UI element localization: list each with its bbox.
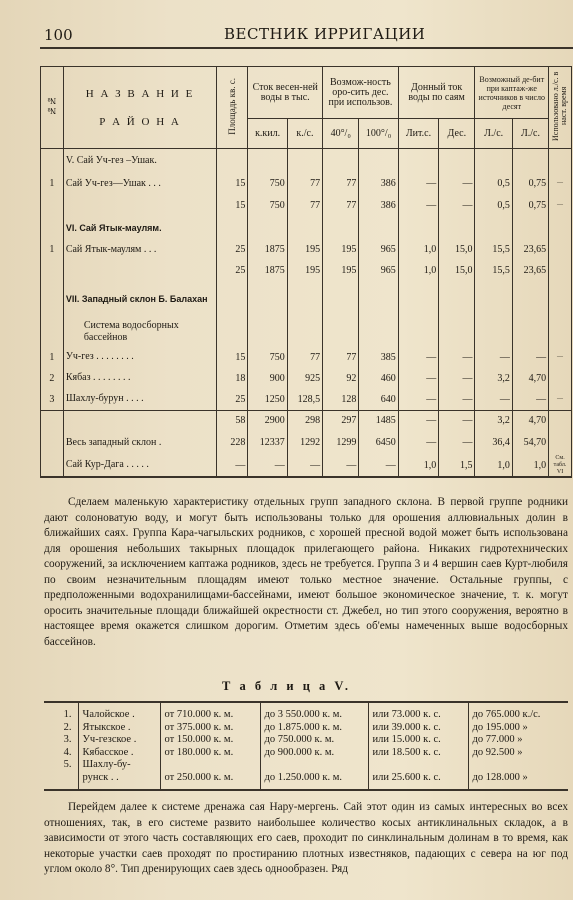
cell-v5: 1,0: [398, 261, 438, 281]
cell-v9: [549, 317, 572, 347]
cell-v8: [512, 317, 548, 347]
cell-area: [217, 317, 248, 347]
table-row: [41, 281, 572, 317]
cell-v9: [549, 217, 572, 239]
cell-v5: [398, 281, 438, 317]
cell-v5: —: [398, 368, 438, 389]
cell-v6: [439, 217, 475, 239]
basin-cell-to: до 128.000 »: [468, 772, 568, 791]
basin-cell-name: Чалойское .: [78, 702, 160, 722]
cell-v9: [549, 281, 572, 317]
basin-row: [44, 702, 568, 722]
cell-v1: 750: [248, 347, 287, 368]
cell-v9: [549, 261, 572, 281]
cell-v4: 965: [359, 239, 398, 261]
cell-v4: [359, 281, 398, 317]
basin-cell-area: от 150.000 к. м.: [160, 734, 260, 747]
cell-num: [41, 217, 64, 239]
cell-v2: [287, 149, 322, 173]
basin-cell-vol: до 3 550.000 к. м.: [260, 702, 368, 722]
cell-v6: —: [439, 368, 475, 389]
basin-row: [44, 747, 568, 760]
cell-v3: 77: [323, 195, 359, 217]
cell-name: Сай Кур-Дага . . . . .: [63, 455, 216, 477]
cell-v3: [323, 317, 359, 347]
cell-num: [41, 195, 64, 217]
cell-area: 18: [217, 368, 248, 389]
cell-area: 15: [217, 195, 248, 217]
cell-name: [63, 195, 216, 217]
col-bottom-header: Донный ток воды по саям: [398, 67, 475, 119]
cell-v7: 36,4: [475, 431, 512, 455]
basin-cell-name: Кябасское .: [78, 747, 160, 760]
cell-area: [217, 217, 248, 239]
cell-v7: 0,5: [475, 173, 512, 195]
cell-v7: —: [475, 347, 512, 368]
basin-cell-area: от 180.000 к. м.: [160, 747, 260, 760]
cell-v9: —: [549, 195, 572, 217]
cell-v1: 2900: [248, 411, 287, 431]
table-row: [41, 149, 572, 173]
basin-cell-n: 1.: [63, 709, 72, 720]
basin-cell-src: или 73.000 к. с.: [368, 702, 468, 722]
cell-area: 25: [217, 389, 248, 411]
table-row: [41, 195, 572, 217]
cell-v1: [248, 317, 287, 347]
cell-v4: 640: [359, 389, 398, 411]
basin-cell-to: до 92.500 »: [468, 747, 568, 760]
cell-num: 1: [41, 347, 64, 368]
basin-cell-vol: до 750.000 к. м.: [260, 734, 368, 747]
cell-v3: 195: [323, 239, 359, 261]
table-row: [41, 239, 572, 261]
cell-v5: —: [398, 411, 438, 431]
sub-header: к./с.: [287, 119, 322, 149]
header-rule: [40, 47, 573, 49]
cell-name: [63, 261, 216, 281]
sub-header: Дес.: [439, 119, 475, 149]
basin-row: [44, 722, 568, 735]
cell-v1: [248, 149, 287, 173]
cell-name: VI. Сай Ятык-маулям.: [63, 217, 216, 239]
cell-v7: [475, 217, 512, 239]
table-row: [41, 411, 572, 431]
cell-v8: 1,0: [512, 455, 548, 477]
cell-v6: —: [439, 389, 475, 411]
basin-cell-src: или 15.000 к. с.: [368, 734, 468, 747]
table-row: [41, 368, 572, 389]
cell-v9: [549, 411, 572, 431]
cell-name: VII. Западный склон Б. Балахан: [63, 281, 216, 317]
cell-area: 228: [217, 431, 248, 455]
cell-v2: 77: [287, 195, 322, 217]
basin-cell-src: [368, 759, 468, 772]
cell-v4: 386: [359, 195, 398, 217]
cell-v2: 1292: [287, 431, 322, 455]
page-number: 100: [44, 26, 73, 44]
cell-v6: 15,0: [439, 261, 475, 281]
basin-cell-vol: до 1.250.000 к. м.: [260, 772, 368, 791]
cell-v5: —: [398, 389, 438, 411]
col-poss-header: Возмож-ность оро-сить дес. при использов.: [323, 67, 399, 119]
table-row: [41, 389, 572, 411]
cell-area: [217, 281, 248, 317]
cell-v4: 386: [359, 173, 398, 195]
cell-area: 25: [217, 239, 248, 261]
cell-v4: 385: [359, 347, 398, 368]
col-used-header: Использовано л./с. в наст. время: [549, 67, 572, 149]
cell-v6: [439, 281, 475, 317]
cell-v4: —: [359, 455, 398, 477]
cell-v3: [323, 217, 359, 239]
cell-name: Кябаз . . . . . . . .: [63, 368, 216, 389]
cell-v8: [512, 149, 548, 173]
cell-name: Сай Ятык-маулям . . .: [63, 239, 216, 261]
cell-num: 1: [41, 239, 64, 261]
cell-v3: [323, 281, 359, 317]
paragraph-naru-mergen: Перейдем далее к системе дренажа сая Нару-мергень. Сай этот один из самых интересных во всех отношениях, так, в его системе развито наибольшее количество косых антиклинальных складок, а в зависимости от этого часть составляющих его саев, проходит по синклинальным долинам в то время, как некоторые участки саев проходят по простиранию плотных известняков, падающих с севера на юг под углом около 8°. Тип дренирующих саев здесь однообразен. Ряд: [44, 801, 568, 875]
basin-cell-vol: до 900.000 к. м.: [260, 747, 368, 760]
cell-v2: [287, 317, 322, 347]
cell-v6: 1,5: [439, 455, 475, 477]
cell-v2: [287, 281, 322, 317]
cell-v8: 23,65: [512, 239, 548, 261]
basin-row: [44, 772, 568, 791]
cell-v3: 297: [323, 411, 359, 431]
cell-v4: 965: [359, 261, 398, 281]
basins-table: [44, 701, 568, 791]
cell-v8: —: [512, 347, 548, 368]
cell-v7: [475, 149, 512, 173]
cell-area: 15: [217, 347, 248, 368]
cell-name: Система водосборных бассейнов: [63, 317, 216, 347]
cell-v4: 6450: [359, 431, 398, 455]
cell-v7: 3,2: [475, 411, 512, 431]
basin-cell-src: или 39.000 к. с.: [368, 722, 468, 735]
cell-v3: [323, 149, 359, 173]
basin-cell-src: или 18.500 к. с.: [368, 747, 468, 760]
cell-name: Сай Уч-гез—Ушак . . .: [63, 173, 216, 195]
cell-v9: См. табл. VI: [549, 455, 572, 477]
paragraph-western-slope: Сделаем маленькую характеристику отдельных групп западного склона. В первой группе родники дают солоноватую воду, и могут быть использованы только для орошения аллювиальных долин в ближайших саях. Группа Кара-чагыльских родников, с хорошей пресной водой может быть использована для орошения небольших такырных площадок прилегающего района. Никаких гидротехнических сооружений, за исключением каптажа родников, здесь не требуется. Группа 3 и 4 вершин саев Курт-любиля по своим незначительным площадям имеют только местное значение. Остальные группы, с предположенными водохранилищами-бассейнами, имеют большое экономическое значение, т. к. могут оросить значительные площади ближайшей окрестности ст. Джебел, но тип этого сооружения, вероятно в настоящее время окажется слишком дорогим. Отметим здесь об'емы намеченных выше водосборных бассейнов.: [44, 496, 568, 648]
cell-v9: [549, 239, 572, 261]
cell-v1: —: [248, 455, 287, 477]
cell-v3: 1299: [323, 431, 359, 455]
cell-v2: 128,5: [287, 389, 322, 411]
cell-v8: 23,65: [512, 261, 548, 281]
cell-name: Весь западный склон .: [63, 431, 216, 455]
cell-v8: [512, 217, 548, 239]
cell-v5: 1,0: [398, 455, 438, 477]
basin-cell-n: 3.: [63, 734, 72, 745]
cell-v7: 1,0: [475, 455, 512, 477]
cell-name: Уч-гез . . . . . . . .: [63, 347, 216, 368]
table-row: [41, 173, 572, 195]
sub-header: Л./с.: [512, 119, 548, 149]
cell-num: [41, 281, 64, 317]
table-row: [41, 347, 572, 368]
cell-v8: 0,75: [512, 173, 548, 195]
basin-cell-name: рунск . .: [78, 772, 160, 791]
cell-v3: 92: [323, 368, 359, 389]
cell-v4: 1485: [359, 411, 398, 431]
cell-v2: 77: [287, 173, 322, 195]
basin-cell-to: до 77.000 »: [468, 734, 568, 747]
cell-v6: —: [439, 347, 475, 368]
cell-v9: —: [549, 347, 572, 368]
cell-v7: 15,5: [475, 239, 512, 261]
basin-cell-area: от 710.000 к. м.: [160, 702, 260, 722]
cell-v7: 3,2: [475, 368, 512, 389]
cell-num: [41, 317, 64, 347]
cell-v5: [398, 149, 438, 173]
col-name-header: Н А З В А Н И Е Р А Й О Н А: [63, 67, 216, 149]
cell-area: 15: [217, 173, 248, 195]
cell-v7: [475, 317, 512, 347]
basin-cell-src: или 25.600 к. с.: [368, 772, 468, 791]
basin-cell-vol: до 1.875.000 к. м.: [260, 722, 368, 735]
cell-name: V. Сай Уч-гез –Ушак.: [63, 149, 216, 173]
cell-v8: —: [512, 389, 548, 411]
col-capt-header: Возможный де-бит при каптаж-же источников в число десят: [475, 67, 549, 119]
cell-v9: —: [549, 173, 572, 195]
cell-v6: —: [439, 195, 475, 217]
page-header: [0, 20, 573, 48]
cell-v1: [248, 217, 287, 239]
basin-cell-name: Ятыкское .: [78, 722, 160, 735]
cell-v9: [549, 368, 572, 389]
basin-row: [44, 734, 568, 747]
cell-v8: 0,75: [512, 195, 548, 217]
cell-v1: 750: [248, 173, 287, 195]
cell-v5: —: [398, 173, 438, 195]
cell-v6: —: [439, 411, 475, 431]
basin-cell-name: Шахлу-бу-: [78, 759, 160, 772]
cell-v5: [398, 317, 438, 347]
cell-v3: —: [323, 455, 359, 477]
cell-num: [41, 149, 64, 173]
sub-header: к.кил.: [248, 119, 287, 149]
table-row: [41, 317, 572, 347]
cell-num: 1: [41, 173, 64, 195]
sub-header: Лит.с.: [398, 119, 438, 149]
cell-v8: 4,70: [512, 411, 548, 431]
cell-v6: —: [439, 173, 475, 195]
cell-v7: [475, 281, 512, 317]
sub-header: 40°/₀: [323, 119, 359, 149]
basin-cell-n: [44, 772, 78, 791]
cell-v4: 460: [359, 368, 398, 389]
basin-cell-vol: [260, 759, 368, 772]
cell-v5: [398, 217, 438, 239]
cell-v4: [359, 217, 398, 239]
cell-num: 2: [41, 368, 64, 389]
cell-v9: [549, 149, 572, 173]
cell-num: [41, 261, 64, 281]
cell-num: 3: [41, 389, 64, 411]
journal-title: ВЕСТНИК ИРРИГАЦИИ: [224, 25, 426, 43]
cell-v1: 750: [248, 195, 287, 217]
cell-num: [41, 455, 64, 477]
cell-v9: [549, 431, 572, 455]
cell-name: [63, 411, 216, 431]
cell-num: [41, 411, 64, 431]
cell-v1: [248, 281, 287, 317]
table-row: [41, 217, 572, 239]
cell-name: Шахлу-бурун . . . .: [63, 389, 216, 411]
cell-v6: [439, 149, 475, 173]
basin-cell-n: 5.: [63, 759, 72, 770]
cell-v1: 900: [248, 368, 287, 389]
cell-area: 58: [217, 411, 248, 431]
cell-v1: 1875: [248, 261, 287, 281]
cell-num: [41, 431, 64, 455]
table-row: [41, 261, 572, 281]
cell-v2: 298: [287, 411, 322, 431]
basin-row: [44, 759, 568, 772]
table-row: [41, 455, 572, 477]
sub-header: Л./с.: [475, 119, 512, 149]
cell-v7: 15,5: [475, 261, 512, 281]
cell-v2: 925: [287, 368, 322, 389]
col-flow-header: Сток весен-ней воды в тыс.: [248, 67, 323, 119]
cell-v5: —: [398, 431, 438, 455]
cell-v2: 77: [287, 347, 322, 368]
basin-cell-to: [468, 759, 568, 772]
cell-v4: [359, 149, 398, 173]
basin-cell-name: Уч-гезское .: [78, 734, 160, 747]
col-area-header: Площадь кв. с.: [217, 67, 248, 149]
table-caption: Т а б л и ц а V.: [222, 679, 351, 693]
cell-v3: 195: [323, 261, 359, 281]
basin-cell-n: 4.: [63, 746, 72, 758]
cell-v1: 1250: [248, 389, 287, 411]
table-row: [41, 431, 572, 455]
cell-v2: 195: [287, 261, 322, 281]
cell-v7: 0,5: [475, 195, 512, 217]
cell-area: 25: [217, 261, 248, 281]
cell-v2: [287, 217, 322, 239]
cell-v6: —: [439, 431, 475, 455]
cell-v8: 54,70: [512, 431, 548, 455]
cell-v1: 12337: [248, 431, 287, 455]
cell-v2: —: [287, 455, 322, 477]
cell-v7: —: [475, 389, 512, 411]
cell-area: [217, 149, 248, 173]
basin-cell-area: от 375.000 к. м.: [160, 722, 260, 735]
cell-v6: 15,0: [439, 239, 475, 261]
cell-v9: —: [549, 389, 572, 411]
basin-cell-n: 2.: [63, 721, 72, 733]
cell-v5: —: [398, 195, 438, 217]
basin-cell-area: [160, 759, 260, 772]
sub-header: 100°/₀: [359, 119, 398, 149]
basin-cell-area: от 250.000 к. м.: [160, 772, 260, 791]
cell-v3: 128: [323, 389, 359, 411]
cell-v4: [359, 317, 398, 347]
cell-v6: [439, 317, 475, 347]
basin-cell-to: до 195.000 »: [468, 722, 568, 735]
cell-v1: 1875: [248, 239, 287, 261]
col-num-header: №№: [41, 67, 64, 149]
cell-v8: [512, 281, 548, 317]
basin-cell-to: до 765.000 к./с.: [468, 702, 568, 722]
cell-v5: 1,0: [398, 239, 438, 261]
cell-v5: —: [398, 347, 438, 368]
cell-v3: 77: [323, 347, 359, 368]
cell-v8: 4,70: [512, 368, 548, 389]
cell-v3: 77: [323, 173, 359, 195]
runoff-table: [40, 66, 572, 478]
cell-v2: 195: [287, 239, 322, 261]
cell-area: —: [217, 455, 248, 477]
